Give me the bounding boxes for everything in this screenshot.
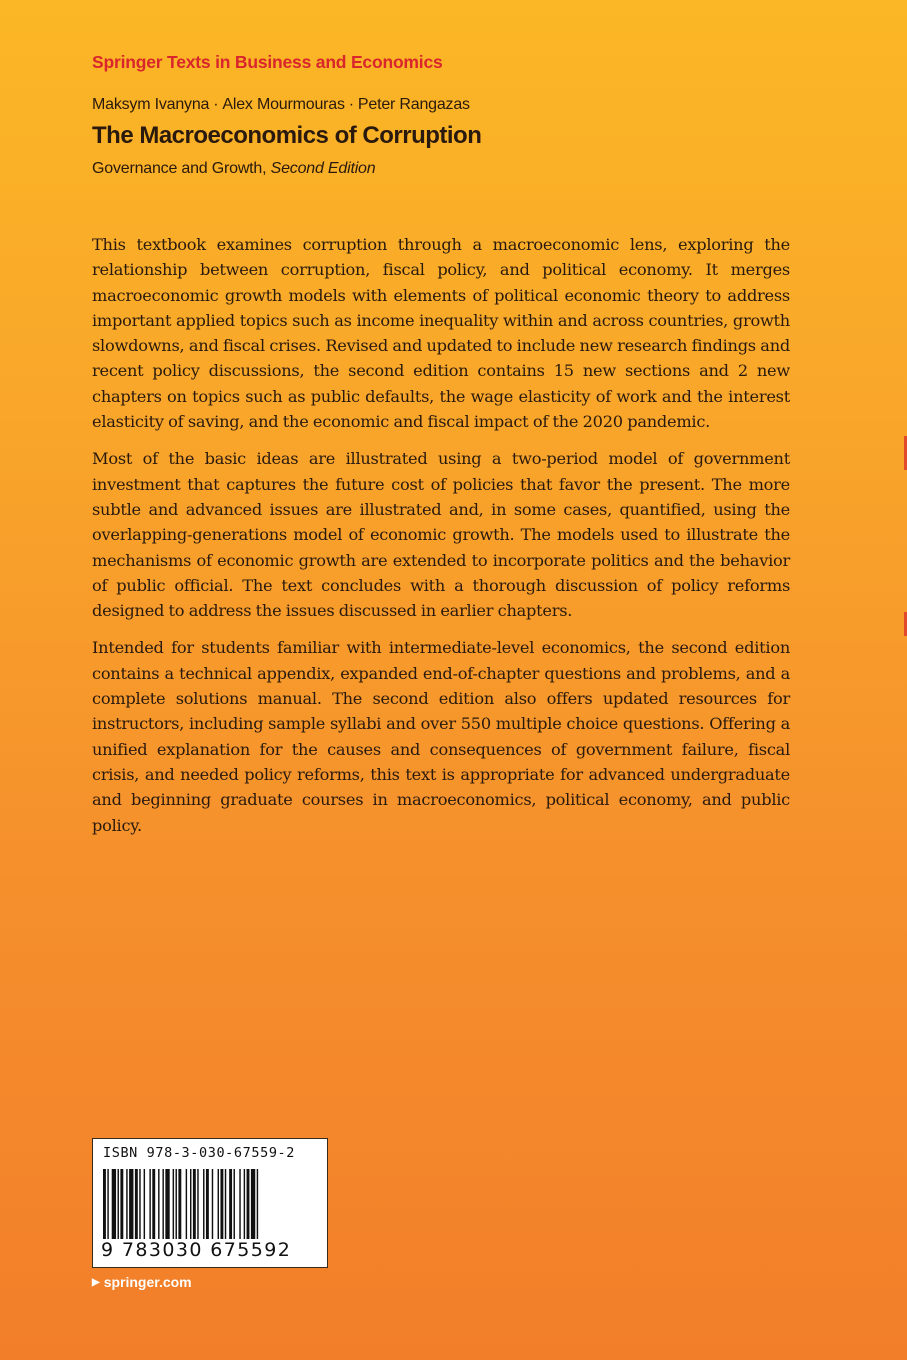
subtitle-text: Governance and Growth, — [92, 160, 267, 177]
triangle-right-icon: ▶ — [92, 1276, 100, 1288]
barcode-bar — [120, 1169, 123, 1239]
author-name: Peter Rangazas — [357, 96, 470, 113]
barcode-bar — [162, 1169, 163, 1239]
author-list — [92, 96, 470, 114]
website-text: springer.com — [103, 1274, 192, 1290]
barcode-bar — [190, 1169, 191, 1239]
barcode-digits: 9 783030 675592 — [101, 1239, 292, 1261]
barcode-bar — [144, 1169, 145, 1239]
barcode-bar — [247, 1169, 250, 1239]
barcode-bar — [173, 1169, 174, 1239]
barcode-bar — [244, 1169, 245, 1239]
barcode-bar — [112, 1169, 116, 1239]
barcode-bar — [178, 1169, 181, 1239]
barcode-bar — [165, 1169, 169, 1239]
barcode-bar — [152, 1169, 155, 1239]
isbn-barcode — [92, 1138, 328, 1268]
book-title: The Macroeconomics of Corruption — [92, 122, 482, 149]
barcode-bar — [149, 1169, 150, 1239]
barcode-bar — [251, 1169, 255, 1239]
barcode-bar — [218, 1169, 219, 1239]
barcode-bar — [118, 1169, 119, 1239]
barcode-bar — [229, 1169, 232, 1239]
barcode-bar — [203, 1169, 204, 1239]
author-separator: · — [213, 96, 219, 113]
publisher-website[interactable] — [92, 1274, 192, 1290]
barcode-bar — [135, 1169, 138, 1239]
blurb-text — [92, 232, 790, 850]
barcode-bars — [103, 1169, 317, 1239]
barcode-bar — [193, 1169, 196, 1239]
book-subtitle — [92, 160, 375, 178]
barcode-bar — [107, 1169, 108, 1239]
barcode-bar — [220, 1169, 223, 1239]
series-name: Springer Texts in Business and Economics — [92, 52, 443, 72]
barcode-bar — [212, 1169, 213, 1239]
barcode-bar — [139, 1169, 140, 1239]
barcode-bar — [257, 1169, 258, 1239]
barcode-bar — [176, 1169, 177, 1239]
barcode-bar — [234, 1169, 235, 1239]
barcode-bar — [239, 1169, 240, 1239]
blurb-paragraph: This textbook examines corruption through a macroeconomic lens, exploring the relationship between corruption, fiscal policy, and political economy. It merges macroeconomic growth models with elements of political economic theory to address important applied topics such as income inequality within and across countries, growth slowdowns, and fiscal crises. Revised and updated to include new research findings and recent policy discussions, the second edition contains 15 new sections and 2 new chapters on topics such as public defaults, the wage elasticity of work and the interest elasticity of saving, and the economic and fiscal impact of the 2020 pandemic. — [92, 235, 790, 432]
barcode-bar — [129, 1169, 133, 1239]
barcode-bar — [186, 1169, 187, 1239]
author-separator: · — [348, 96, 354, 113]
author-name: Alex Mourmouras — [222, 96, 345, 113]
isbn-label: ISBN 978-3-030-67559-2 — [103, 1145, 296, 1161]
barcode-bar — [225, 1169, 226, 1239]
barcode-bar — [206, 1169, 209, 1239]
barcode-bar — [197, 1169, 198, 1239]
barcode-bar — [158, 1169, 159, 1239]
author-name: Maksym Ivanyna — [92, 96, 210, 113]
barcode-bar — [126, 1169, 127, 1239]
edition-label: Second Edition — [270, 160, 376, 177]
blurb-paragraph: Intended for students familiar with intermediate-level economics, the second edition contains a technical appendix, expanded end-of-chapter questions and problems, and a complete solutions manual. The second edition also offers updated resources for instructors, including sample syllabi and over 550 multiple choice questions. Offering a unified explanation for the causes and consequences of government failure, fiscal crisis, and needed policy reforms, this text is appropriate for advanced undergraduate and beginning graduate courses in macroeconomics, political economy, and public policy. — [92, 638, 790, 835]
blurb-paragraph: Most of the basic ideas are illustrated using a two-period model of government investment that captures the future cost of policies that favor the present. The more subtle and advanced issues are illustrated and, in some cases, quantified, using the overlapping-generations model of economic growth. The models used to illustrate the mechanisms of economic growth are extended to incorporate politics and the behavior of public official. The text concludes with a thorough discussion of policy reforms designed to address the issues discussed in earlier chapters. — [92, 449, 790, 621]
barcode-bar — [103, 1169, 106, 1239]
